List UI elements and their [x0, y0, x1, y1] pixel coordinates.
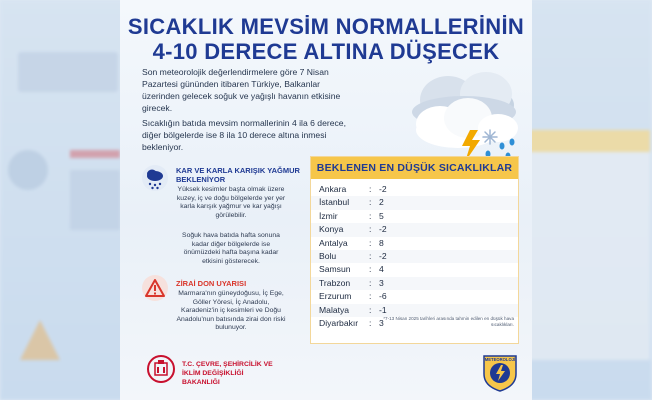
ministry-emblem-icon — [146, 354, 176, 384]
separator: : — [369, 210, 372, 221]
city-name: Samsun — [319, 264, 351, 275]
city-name: Trabzon — [319, 277, 351, 288]
temperature-value: 5 — [379, 210, 384, 221]
temperature-value: -2 — [379, 224, 387, 235]
warning-icon — [142, 275, 168, 301]
snowflake-icon — [483, 130, 497, 144]
temperature-value: 8 — [379, 237, 384, 248]
frost-body: Marmara'nın güneydoğusu, İç Ege, Göller Yöresi, İç Anadolu, Karadeniz'in iç kesimleri ve Doğu Anadolu'nun batısında zirai don riski bulunuyor. — [176, 290, 286, 332]
temperature-value: -1 — [379, 304, 387, 315]
table-row — [311, 304, 518, 317]
separator: : — [369, 224, 372, 235]
city-name: Malatya — [319, 304, 350, 315]
table-heading: BEKLENEN EN DÜŞÜK SICAKLIKLAR — [311, 157, 518, 179]
city-name: Konya — [319, 224, 344, 235]
city-name: İstanbul — [319, 197, 350, 208]
separator: : — [369, 197, 372, 208]
table-row — [311, 210, 518, 223]
city-name: Diyarbakır — [319, 318, 359, 328]
separator: : — [369, 318, 372, 328]
table-row — [311, 277, 518, 290]
temperature-value: 2 — [379, 197, 384, 208]
separator: : — [369, 251, 372, 261]
separator: : — [369, 304, 372, 315]
city-name: Bolu — [319, 251, 337, 261]
city-name: Ankara — [319, 184, 347, 194]
infographic-card — [120, 0, 532, 400]
table-footnote: *7-13 Nisan 2025 tarihleri arasında tahmin edilen en düşük hava sıcaklıkları. — [383, 316, 514, 327]
intro-text: Son meteorolojik değerlendirmelere göre 7 Nisan Pazartesi gününden itibaren Türkiye, Balkanlar üzerinden gelecek soğuk ve yağışlı havanın etkisine girecek. — [142, 67, 341, 113]
ministry-name: T.C. ÇEVRE, ŞEHİRCİLİK VE İKLİM DEĞİŞİKLİĞİ BAKANLIĞI — [182, 361, 273, 386]
ministry-logo — [140, 352, 280, 386]
intro-text-2: Sıcaklığın batıda mevsim normallerinin 4 ila 6 derece, diğer bölgelerde ise 8 ila 10 derece altına inmesi bekleniyor. — [142, 118, 346, 152]
table-row — [311, 196, 518, 209]
background-right — [524, 0, 652, 400]
city-name: Erzurum — [319, 291, 352, 302]
snow-body-2: Soğuk hava batıda hafta sonuna kadar diğer bölgelerde ise önümüzdeki hafta başına kadar etkisini gösterecek. — [182, 232, 280, 265]
table-row — [311, 237, 518, 250]
temperature-value: -2 — [379, 184, 387, 194]
separator: : — [369, 277, 372, 288]
temperature-value: 4 — [379, 264, 384, 275]
background-left — [0, 0, 128, 400]
temperature-value: -2 — [379, 251, 387, 261]
city-name: Antalya — [319, 237, 348, 248]
separator: : — [369, 264, 372, 275]
separator: : — [369, 237, 372, 248]
svg-text:METEOROLOJİ: METEOROLOJİ — [484, 357, 516, 362]
table-row — [311, 250, 518, 263]
page-title: SICAKLIK MEVSİM NORMALLERİNİN 4-10 DERECE ALTINA DÜŞECEK — [127, 14, 525, 64]
city-name: İzmir — [319, 210, 338, 221]
table-row — [311, 290, 518, 303]
snow-body-1: Yüksek kesimler başta olmak üzere kuzey, iç ve doğu bölgelerde yer yer karla karışık yağmur ve kar yağışı görülebilir. — [176, 186, 286, 219]
separator: : — [369, 291, 372, 302]
meteorology-logo — [480, 350, 520, 392]
frost-title: ZİRAİ DON UYARISI — [176, 279, 247, 288]
temperature-value: 3 — [379, 277, 384, 288]
temperature-value: -6 — [379, 291, 387, 302]
snow-title: KAR VE KARLA KARIŞIK YAĞMUR BEKLENİYOR — [176, 166, 300, 184]
table-row — [311, 263, 518, 276]
table-row — [311, 183, 518, 196]
table-row — [311, 223, 518, 236]
snow-cloud-icon — [142, 165, 168, 191]
temperature-value: 3 — [379, 318, 384, 328]
separator: : — [369, 184, 372, 194]
